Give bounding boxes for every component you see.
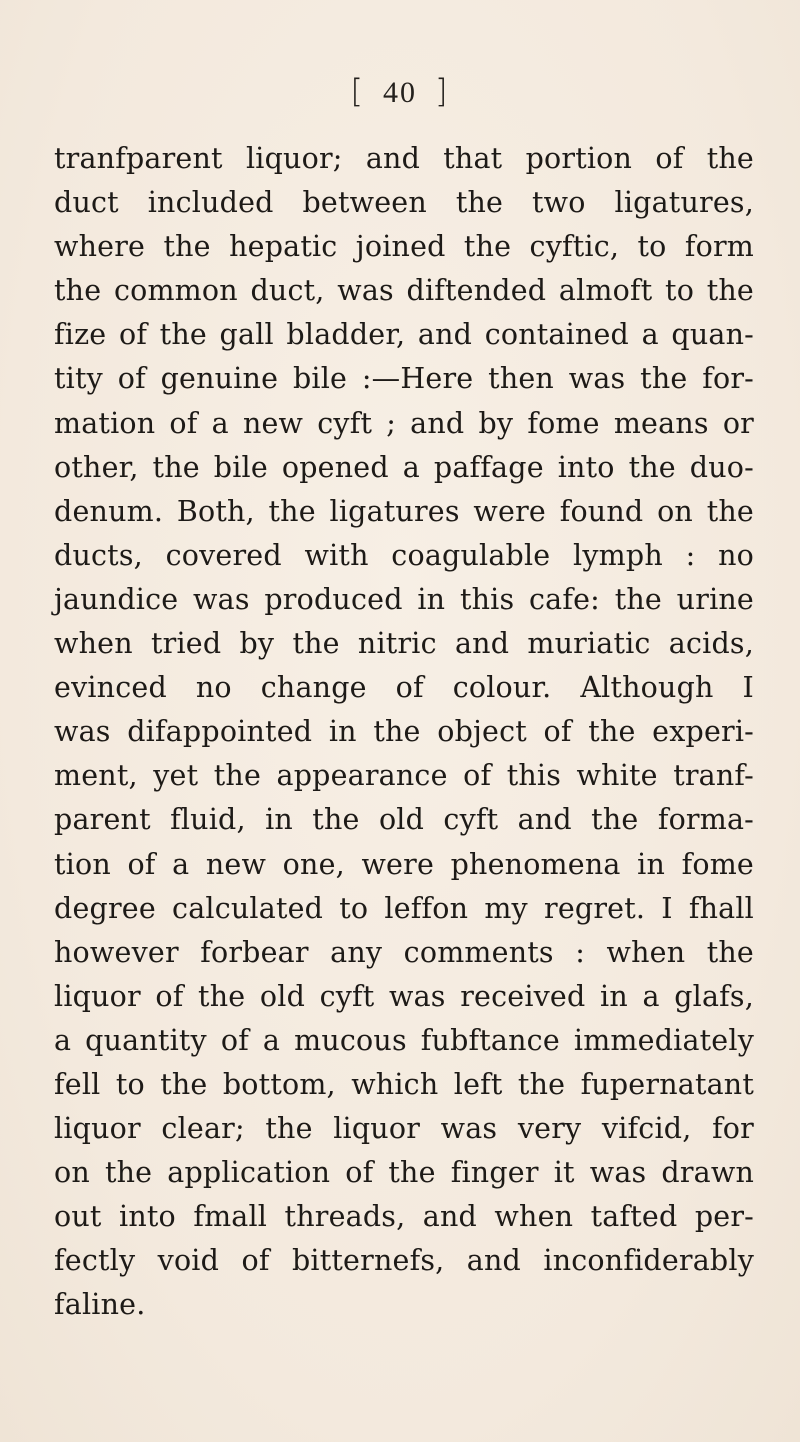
text-line: fectly void of bitternefs, and inconfiderably: [54, 1244, 754, 1278]
text-line: degree calculated to leffon my regret. I fhall: [54, 891, 754, 925]
left-bracket: [: [350, 72, 365, 110]
text-line: duct included between the two ligatures,: [54, 186, 754, 220]
text-line: tion of a new one, were phenomena in fome: [54, 847, 754, 881]
text-line: parent fluid, in the old cyft and the forma-: [54, 803, 754, 837]
text-line: ducts, covered with coagulable lymph : no: [54, 538, 754, 572]
body-text: [54, 137, 754, 1328]
text-line: other, the bile opened a paffage into the duo-: [54, 450, 754, 484]
text-line: out into fmall threads, and when tafted per-: [54, 1200, 754, 1234]
page-number-value: 40: [383, 76, 417, 109]
text-line: fize of the gall bladder, and contained a quan-: [54, 318, 754, 352]
text-line: mation of a new cyft ; and by fome means or: [54, 406, 754, 440]
text-line: tranfparent liquor; and that portion of the: [54, 142, 754, 175]
text-line: was difappointed in the object of the experi-: [54, 715, 754, 749]
text-line: denum. Both, the ligatures were found on the: [54, 494, 754, 528]
text-line: jaundice was produced in this cafe: the urine: [54, 582, 754, 616]
text-line: tity of genuine bile :—Here then was the for-: [54, 362, 754, 396]
text-line: the common duct, was diftended almoft to the: [54, 274, 754, 308]
text-line: however forbear any comments : when the: [54, 935, 754, 969]
text-line: evinced no change of colour. Although I: [54, 671, 754, 705]
text-line: liquor clear; the liquor was very vifcid, for: [54, 1112, 754, 1146]
text-line: where the hepatic joined the cyftic, to form: [54, 230, 754, 264]
text-line: a quantity of a mucous fubftance immediately: [54, 1023, 754, 1057]
text-line: faline.: [54, 1288, 146, 1322]
text-line: on the application of the finger it was drawn: [54, 1156, 754, 1190]
text-line: fell to the bottom, which left the fupernatant: [54, 1067, 754, 1101]
text-line: when tried by the nitric and muriatic acids,: [54, 627, 754, 661]
text-line: ment, yet the appearance of this white tranf-: [54, 759, 754, 793]
right-bracket: ]: [435, 72, 450, 110]
page-number: [0, 72, 800, 110]
text-line: liquor of the old cyft was received in a glafs,: [54, 979, 754, 1013]
